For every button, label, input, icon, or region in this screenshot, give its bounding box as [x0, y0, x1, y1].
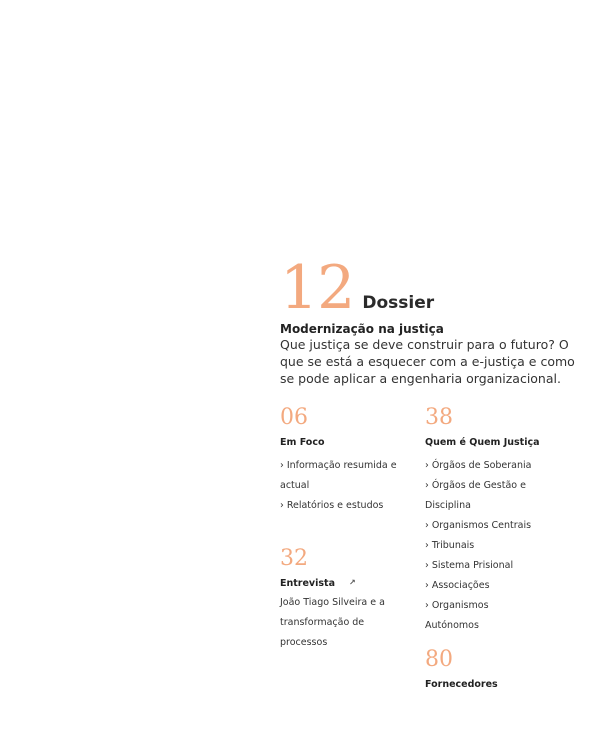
- section-title: Fornecedores: [425, 679, 498, 690]
- section-em-foco: [280, 406, 440, 516]
- list-item: › Relatórios e estudos: [280, 500, 384, 511]
- list-item: › Órgãos de Gestão e Disciplina: [425, 480, 526, 511]
- list-item: › Tribunais: [425, 540, 475, 551]
- section-fornecedores: [425, 648, 585, 692]
- section-title-row: [280, 577, 440, 591]
- section-page-number: 32: [280, 546, 308, 571]
- list-item: › Órgãos de Soberania: [425, 460, 532, 471]
- featured-heading: [280, 253, 580, 323]
- section-entrevista: [280, 547, 440, 653]
- list-item: › Sistema Prisional: [425, 560, 514, 571]
- section-text: João Tiago Silveira e a transformação de processos: [280, 597, 385, 648]
- section-quem-e-quem: [425, 406, 585, 636]
- section-page-number: 06: [280, 405, 308, 430]
- featured-subtitle: Modernização na justiça: [280, 322, 444, 336]
- featured-dossier: [280, 254, 580, 387]
- featured-section-title: Dossier: [362, 293, 435, 313]
- list-item: › Associações: [425, 580, 490, 591]
- list-item: › Organismos Centrais: [425, 520, 532, 531]
- section-title: Entrevista: [280, 578, 335, 589]
- list-item: › Informação resumida e actual: [280, 460, 397, 491]
- featured-description: Que justiça se deve construir para o futuro? O que se está a esquecer com a e-justiça e como se pode aplicar a engenharia organizacional.: [280, 337, 575, 386]
- section-title: Em Foco: [280, 437, 325, 448]
- section-title: Quem é Quem Justiça: [425, 437, 540, 448]
- section-page-number: 80: [425, 647, 453, 672]
- featured-page-number: 12: [280, 253, 355, 323]
- list-item: › Organismos Autónomos: [425, 600, 489, 631]
- section-page-number: 38: [425, 405, 453, 430]
- tick-mark-icon: ↗: [348, 578, 356, 587]
